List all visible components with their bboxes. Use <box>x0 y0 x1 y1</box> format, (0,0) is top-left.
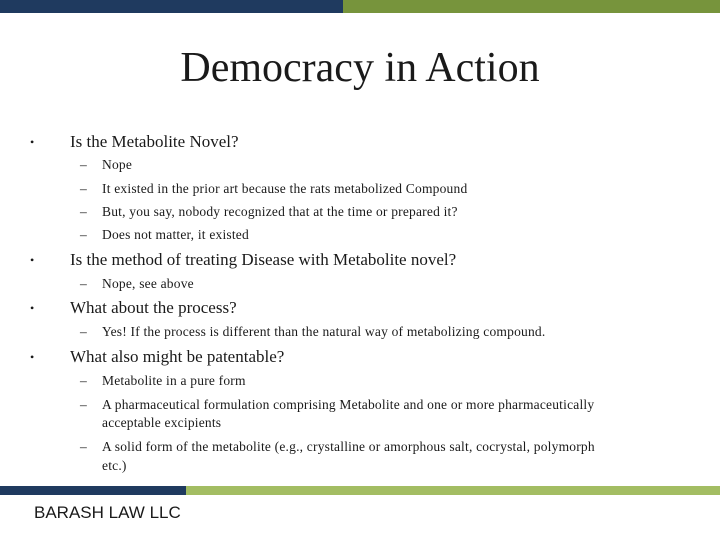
bullet-4-sub-2: A pharmaceutical formulation comprising Metabolite and one or more pharmaceutically <box>102 397 595 412</box>
dash-marker: – <box>80 397 87 412</box>
bullet-1-sub-4: Does not matter, it existed <box>102 227 249 242</box>
bullet-3-text: What about the process? <box>70 298 237 317</box>
bottom-accent-bar-navy <box>0 486 186 495</box>
bullet-1-sub-3: But, you say, nobody recognized that at the time or prepared it? <box>102 204 458 219</box>
slide-title: Democracy in Action <box>180 45 540 91</box>
top-accent-bar-green <box>343 0 720 13</box>
dash-marker: – <box>80 204 87 219</box>
bullet-2-text: Is the method of treating Disease with Metabolite novel? <box>70 250 457 269</box>
bullet-4-sub-3: A solid form of the metabolite (e.g., crystalline or amorphous salt, cocrystal, polymorph <box>102 439 595 454</box>
bullet-1-sub-1: Nope <box>102 157 133 172</box>
bullet-marker: • <box>30 253 35 267</box>
bullet-marker: • <box>30 135 35 149</box>
bottom-accent-bar-green <box>186 486 720 495</box>
dash-marker: – <box>80 439 87 454</box>
bullet-marker: • <box>30 350 35 364</box>
bullet-1-text: Is the Metabolite Novel? <box>70 132 239 151</box>
bullet-4-sub-3-cont: etc.) <box>102 458 127 473</box>
footer-firm-name: BARASH LAW LLC <box>34 503 181 522</box>
bullet-3-sub-1: Yes! If the process is different than the natural way of metabolizing compound. <box>102 324 546 339</box>
dash-marker: – <box>80 324 87 339</box>
dash-marker: – <box>80 157 87 172</box>
bullet-marker: • <box>30 301 35 315</box>
bullet-4-text: What also might be patentable? <box>70 347 285 366</box>
dash-marker: – <box>80 373 87 388</box>
bullet-2-sub-1: Nope, see above <box>102 276 194 291</box>
dash-marker: – <box>80 227 87 242</box>
dash-marker: – <box>80 276 87 291</box>
dash-marker: – <box>80 181 87 196</box>
top-accent-bar-navy <box>0 0 343 13</box>
bullet-4-sub-1: Metabolite in a pure form <box>102 373 246 388</box>
bullet-1-sub-2: It existed in the prior art because the rats metabolized Compound <box>102 181 468 196</box>
bullet-4-sub-2-cont: acceptable excipients <box>102 415 222 430</box>
